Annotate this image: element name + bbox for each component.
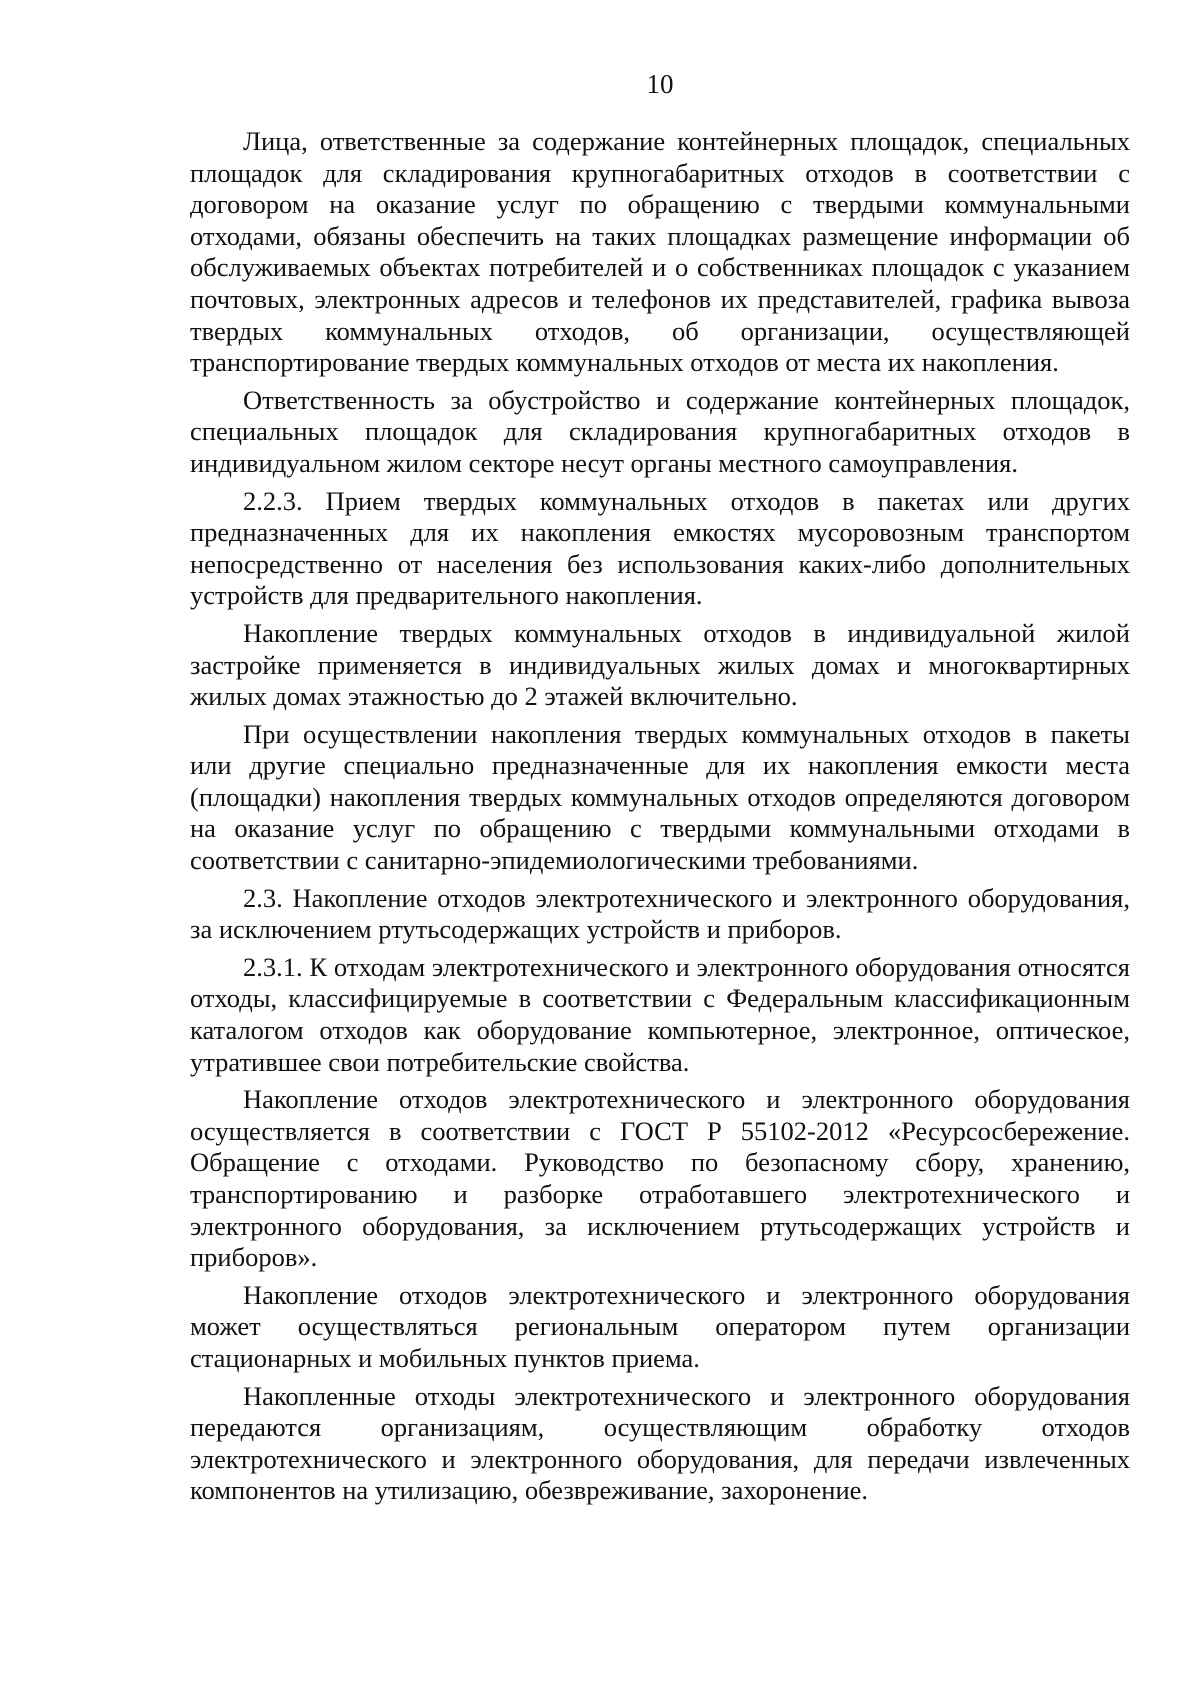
paragraph: Лица, ответственные за содержание контейнерных площадок, специальных площадок для складирования крупногабаритных отходов в соответствии с договором на оказание услуг по обращению с твердыми коммунальными отходами, обязаны обеспечить на таких площадках размещение информации об обслуживаемых объектах потребителей и о собственниках площадок с указанием почтовых, электронных адресов и телефонов их представителей, графика вывоза твердых коммунальных отходов, об организации, осуществляющей транспортирование твердых коммунальных отходов от места их накопления.	[190, 126, 1130, 378]
document-body	[190, 126, 1130, 1513]
paragraph: При осуществлении накопления твердых коммунальных отходов в пакеты или другие специально предназначенные для их накопления емкости места (площадки) накопления твердых коммунальных отходов определяются договором на оказание услуг по обращению с твердыми коммунальными отходами в соответствии с санитарно-эпидемиологическими требованиями.	[190, 718, 1130, 876]
paragraph: 2.3.1. К отходам электротехнического и электронного оборудования относятся отходы, классифицируемые в соответствии с Федеральным классификационным каталогом отходов как оборудование компьютерное, электронное, оптическое, утратившее свои потребительские свойства.	[190, 951, 1130, 1077]
paragraph: Накопление отходов электротехнического и электронного оборудования осуществляется в соответствии с ГОСТ Р 55102-2012 «Ресурсосбережение. Обращение с отходами. Руководство по безопасному сбору, хранению, транспортированию и разборке отработавшего электротехнического и электронного оборудования, за исключением ртутьсодержащих устройств и приборов».	[190, 1084, 1130, 1273]
page-number: 10	[646, 69, 674, 99]
paragraph: Накопленные отходы электротехнического и электронного оборудования передаются организациям, осуществляющим обработку отходов электротехнического и электронного оборудования, для передачи извлеченных компонентов на утилизацию, обезвреживание, захоронение.	[190, 1380, 1130, 1506]
paragraph: Накопление твердых коммунальных отходов в индивидуальной жилой застройке применяется в индивидуальных жилых домах и многоквартирных жилых домах этажностью до 2 этажей включительно.	[190, 617, 1130, 712]
paragraph: Накопление отходов электротехнического и электронного оборудования может осуществляться региональным оператором путем организации стационарных и мобильных пунктов приема.	[190, 1279, 1130, 1373]
paragraph: 2.2.3. Прием твердых коммунальных отходов в пакетах или других предназначенных для их накопления емкостях мусоровозным транспортом непосредственно от населения без использования каких-либо дополнительных устройств для предварительного накопления.	[190, 485, 1130, 611]
paragraph: 2.3. Накопление отходов электротехнического и электронного оборудования, за исключением ртутьсодержащих устройств и приборов.	[190, 882, 1130, 945]
paragraph: Ответственность за обустройство и содержание контейнерных площадок, специальных площадок для складирования крупногабаритных отходов в индивидуальном жилом секторе несут органы местного самоуправления.	[190, 384, 1130, 478]
